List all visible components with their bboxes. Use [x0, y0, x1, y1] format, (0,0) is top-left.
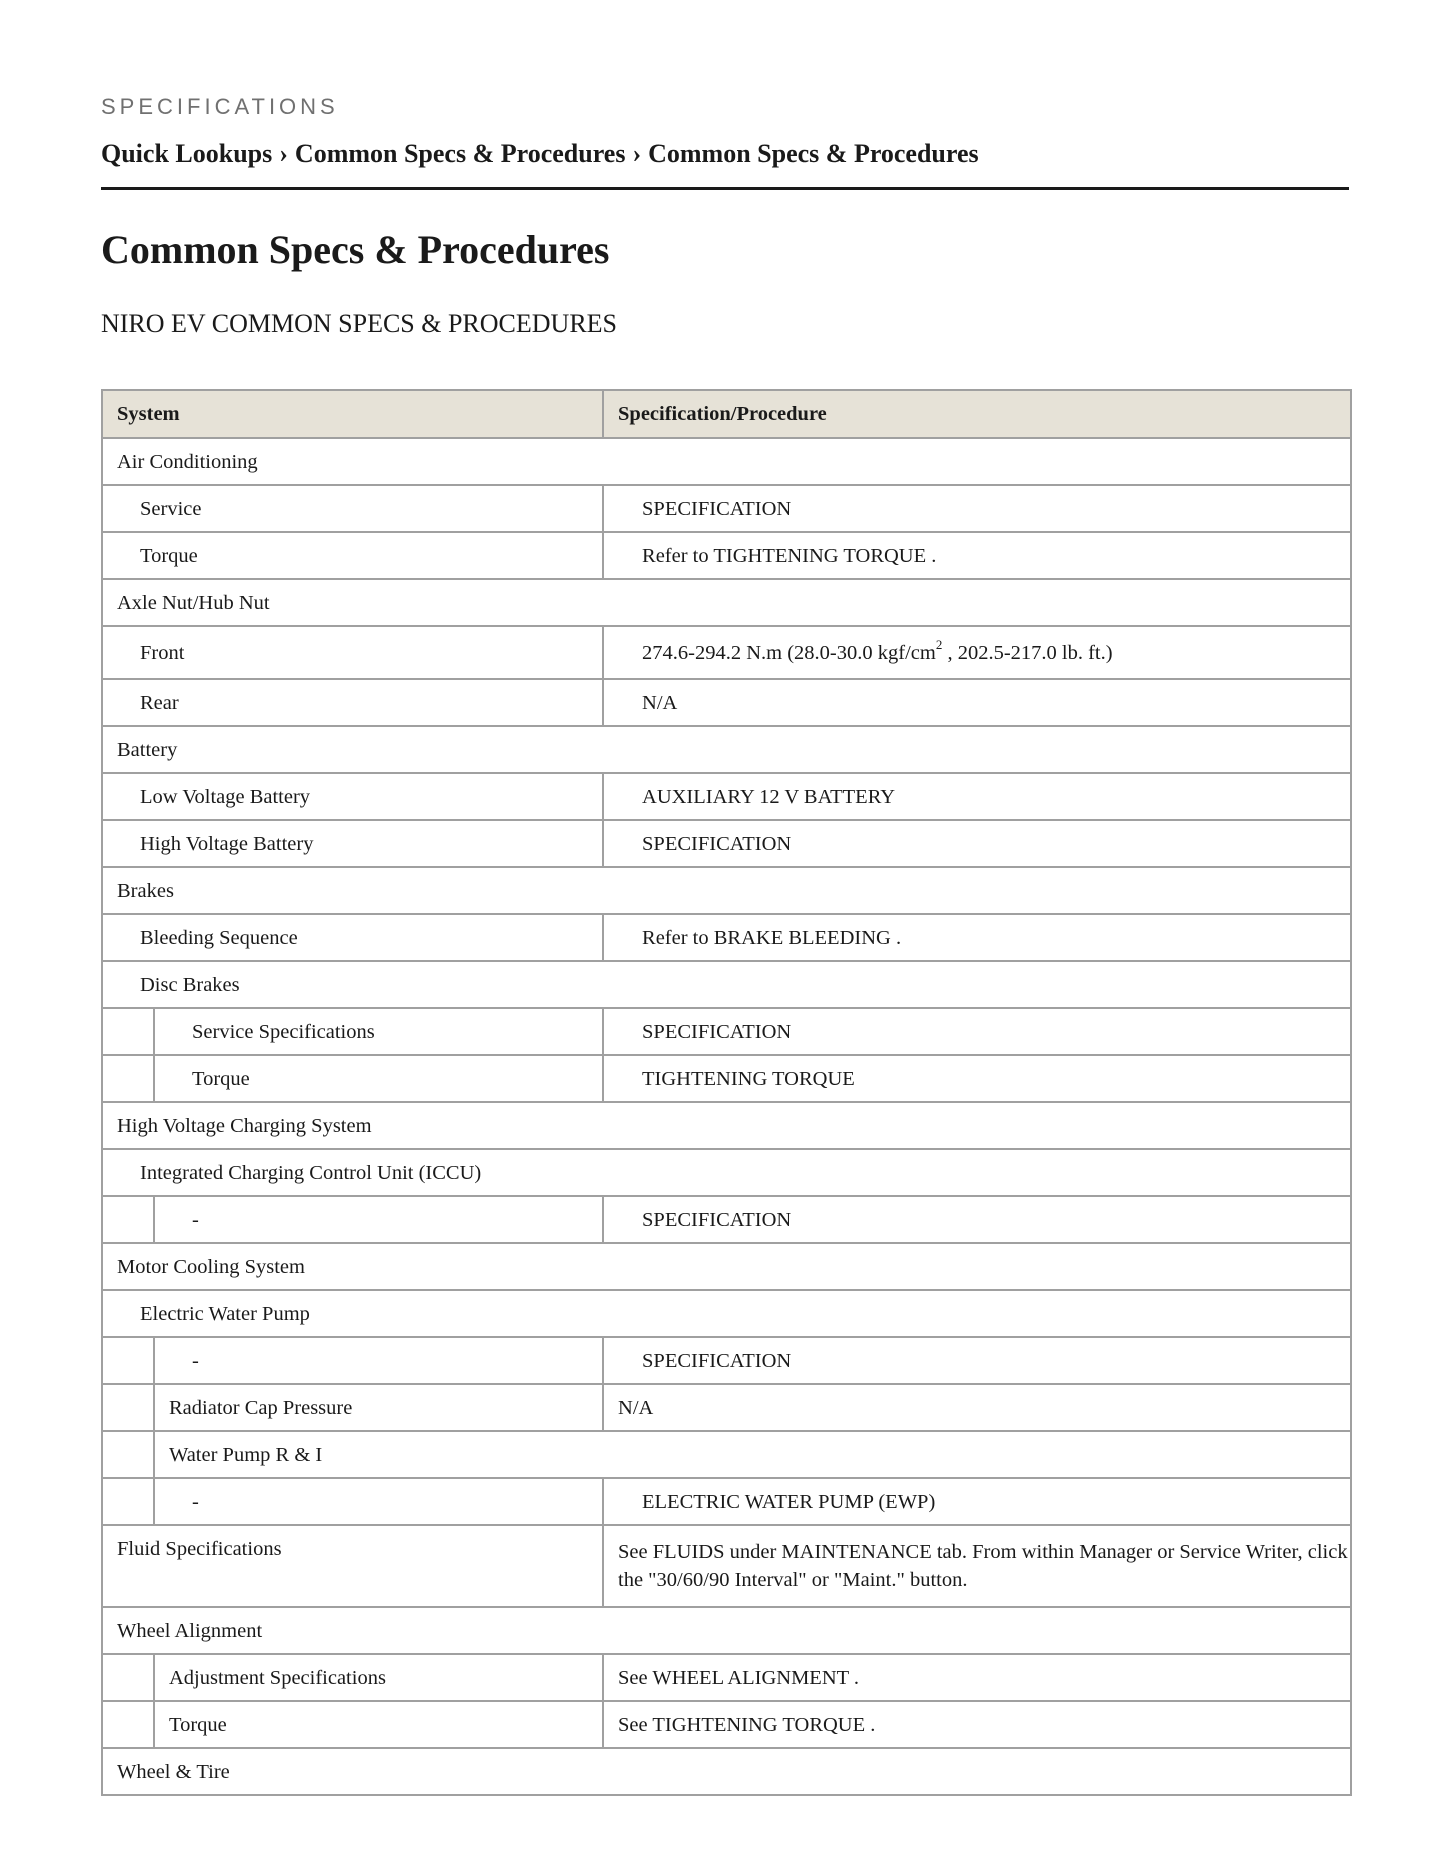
spec-value: N/A	[603, 679, 1351, 726]
system-cell: Low Voltage Battery	[102, 773, 603, 820]
table-row	[102, 1431, 1351, 1478]
system-cell: Bleeding Sequence	[102, 914, 603, 961]
indent-cell	[102, 1654, 154, 1701]
indent-cell	[102, 1008, 154, 1055]
header-divider	[101, 187, 1349, 190]
subcategory-cell: Integrated Charging Control Unit (ICCU)	[102, 1149, 1351, 1196]
table-row	[102, 438, 1351, 485]
table-row	[102, 961, 1351, 1008]
indent-cell	[102, 1478, 154, 1525]
table-row	[102, 1243, 1351, 1290]
indent-cell	[102, 1196, 154, 1243]
table-row	[102, 1149, 1351, 1196]
spec-value-tail: , 202.5-217.0 lb. ft.)	[942, 641, 1113, 664]
spec-link[interactable]: SPECIFICATION	[603, 1008, 1351, 1055]
table-row	[102, 726, 1351, 773]
spec-link[interactable]: AUXILIARY 12 V BATTERY	[603, 773, 1351, 820]
indent-cell	[102, 1431, 154, 1478]
spec-link[interactable]: SPECIFICATION	[603, 485, 1351, 532]
breadcrumb-separator: ›	[279, 139, 288, 168]
spec-link[interactable]: Refer to TIGHTENING TORQUE .	[603, 532, 1351, 579]
category-cell: High Voltage Charging System	[102, 1102, 1351, 1149]
spec-value	[603, 626, 1351, 679]
spec-link[interactable]: SPECIFICATION	[603, 1196, 1351, 1243]
table-row	[102, 773, 1351, 820]
table-row	[102, 679, 1351, 726]
table-row	[102, 1337, 1351, 1384]
spec-value-main: 274.6-294.2 N.m (28.0-30.0 kgf/cm	[642, 641, 936, 664]
spec-link[interactable]: Refer to BRAKE BLEEDING .	[603, 914, 1351, 961]
indent-cell	[102, 1384, 154, 1431]
category-cell: Axle Nut/Hub Nut	[102, 579, 1351, 626]
subcategory-cell: Disc Brakes	[102, 961, 1351, 1008]
system-cell: -	[154, 1196, 603, 1243]
table-row	[102, 1102, 1351, 1149]
table-row	[102, 867, 1351, 914]
system-cell: Torque	[154, 1055, 603, 1102]
category-cell: Wheel Alignment	[102, 1607, 1351, 1654]
spec-link[interactable]: See TIGHTENING TORQUE .	[603, 1701, 1351, 1748]
table-row	[102, 579, 1351, 626]
spec-link[interactable]: SPECIFICATION	[603, 1337, 1351, 1384]
system-cell: Adjustment Specifications	[154, 1654, 603, 1701]
column-header-specification: Specification/Procedure	[603, 390, 1351, 438]
superscript: 2	[935, 636, 943, 652]
system-cell: Radiator Cap Pressure	[154, 1384, 603, 1431]
system-cell: Fluid Specifications	[102, 1525, 603, 1607]
section-eyebrow: SPECIFICATIONS	[101, 94, 339, 119]
subcategory-cell: Water Pump R & I	[154, 1431, 1351, 1478]
table-row	[102, 1196, 1351, 1243]
system-cell: -	[154, 1337, 603, 1384]
page-subtitle: NIRO EV COMMON SPECS & PROCEDURES	[101, 309, 618, 338]
breadcrumb-separator: ›	[632, 139, 642, 168]
system-cell: Service	[102, 485, 603, 532]
table-row	[102, 1654, 1351, 1701]
breadcrumb-item-current: Common Specs & Procedures	[648, 139, 979, 168]
column-header-system: System	[102, 390, 603, 438]
table-row	[102, 914, 1351, 961]
table-row	[102, 1525, 1351, 1607]
spec-value: See FLUIDS under MAINTENANCE tab. From within Manager or Service Writer, click the "30/60/90 Interval" or "Maint." button.	[603, 1525, 1351, 1607]
table-row	[102, 626, 1351, 679]
indent-cell	[102, 1055, 154, 1102]
category-cell: Wheel & Tire	[102, 1748, 1351, 1795]
spec-link[interactable]: SPECIFICATION	[603, 820, 1351, 867]
subcategory-cell: Electric Water Pump	[102, 1290, 1351, 1337]
table-row	[102, 1607, 1351, 1654]
system-cell: High Voltage Battery	[102, 820, 603, 867]
table-row	[102, 1384, 1351, 1431]
system-cell: Front	[102, 626, 603, 679]
breadcrumb-item-common-specs[interactable]: Common Specs & Procedures	[294, 139, 626, 168]
table-row	[102, 820, 1351, 867]
table-row	[102, 532, 1351, 579]
spec-value: N/A	[603, 1384, 1351, 1431]
category-cell: Air Conditioning	[102, 438, 1351, 485]
category-cell: Battery	[102, 726, 1351, 773]
table-row	[102, 1290, 1351, 1337]
category-cell: Brakes	[102, 867, 1351, 914]
spec-link[interactable]: ELECTRIC WATER PUMP (EWP)	[603, 1478, 1351, 1525]
system-cell: Torque	[102, 532, 603, 579]
indent-cell	[102, 1337, 154, 1384]
indent-cell	[102, 1701, 154, 1748]
spec-link[interactable]: TIGHTENING TORQUE	[603, 1055, 1351, 1102]
table-header-row	[102, 390, 1351, 438]
breadcrumb-item-quick-lookups[interactable]: Quick Lookups	[101, 139, 273, 168]
page-title: Common Specs & Procedures	[101, 227, 610, 272]
table-row	[102, 1055, 1351, 1102]
table-row	[102, 485, 1351, 532]
spec-link[interactable]: See WHEEL ALIGNMENT .	[603, 1654, 1351, 1701]
system-cell: Torque	[154, 1701, 603, 1748]
specs-table	[101, 389, 1352, 1796]
table-row	[102, 1701, 1351, 1748]
system-cell: Rear	[102, 679, 603, 726]
category-cell: Motor Cooling System	[102, 1243, 1351, 1290]
system-cell: -	[154, 1478, 603, 1525]
table-row	[102, 1478, 1351, 1525]
breadcrumb	[101, 138, 979, 170]
table-row	[102, 1008, 1351, 1055]
table-row	[102, 1748, 1351, 1795]
system-cell: Service Specifications	[154, 1008, 603, 1055]
